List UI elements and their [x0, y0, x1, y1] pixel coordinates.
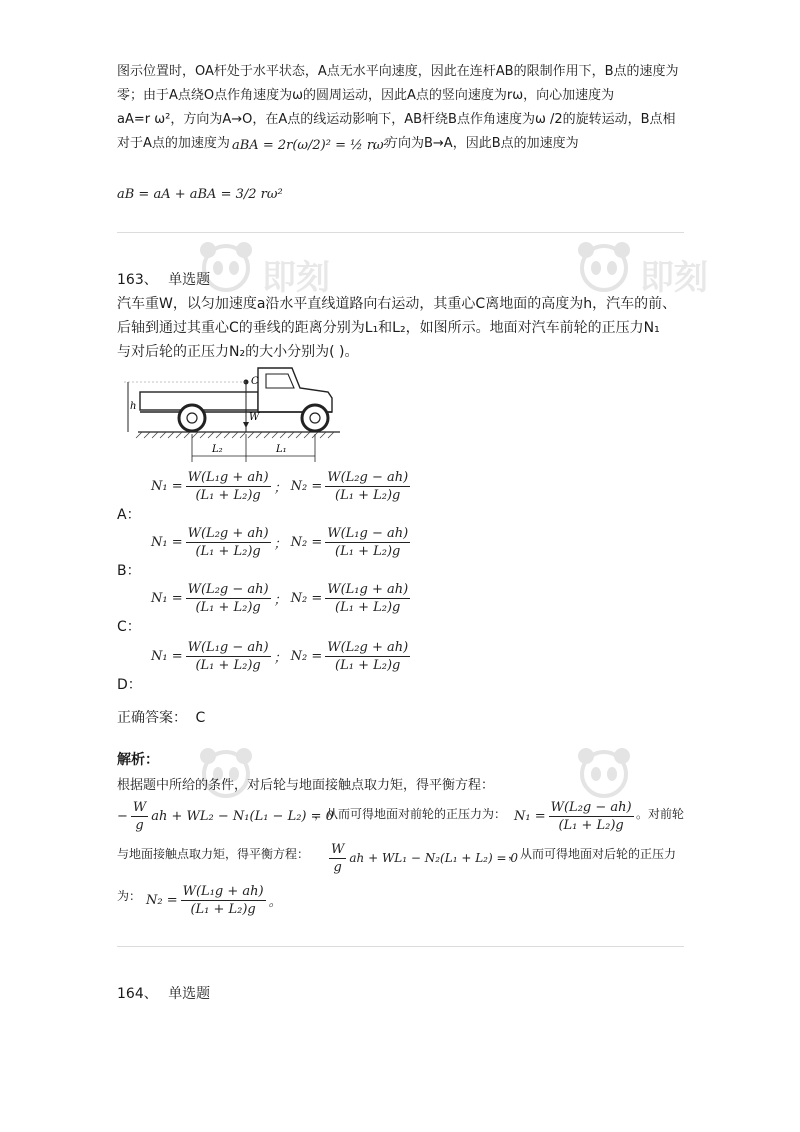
label-h: h	[130, 401, 137, 412]
option-label: D：	[117, 677, 142, 693]
analysis-equation-2: $\frac{W}{g}$ ah + WL₁ − N₂(L₁ + L₂) = 0	[331, 841, 518, 875]
prev-solution-line-4: 对于A点的加速度为	[117, 136, 230, 151]
question-type: 单选题	[168, 986, 211, 1002]
formula-aB: aB = aA + aBA = 3/2 rω²	[117, 187, 283, 202]
analysis-equation-1: − $\frac{W}{g}$ ah + WL₂ − N₁(L₁ − L₂) = 0	[117, 799, 334, 833]
answer-label: 正确答案：	[117, 710, 187, 726]
answer-value: C	[195, 710, 206, 726]
analysis-label: 解析：	[117, 752, 159, 768]
divider-2	[117, 946, 684, 947]
analysis-line-3b: ，从而可得地面对后轮的正压力	[508, 847, 677, 861]
watermark-panda-icon	[574, 744, 634, 804]
option-label: C：	[117, 619, 141, 635]
analysis-line-4: 为：	[117, 889, 142, 903]
question-stem-line-3: 与对后轮的正压力N₂的大小分别为( )。	[117, 344, 359, 360]
prev-solution-line-4b: ，方向为B→A，因此B点的加速度为	[372, 136, 579, 151]
analysis-eq1-mid: ，从而可得地面对前轮的正压力为：	[314, 807, 507, 821]
label-l2: L₂	[212, 444, 223, 455]
analysis-line-3a: 与地面接触点取力矩，得平衡方程：	[117, 847, 310, 861]
prev-solution-line-2: 零；由于A点绕O点作角速度为ω的圆周运动，因此A点的竖向速度为rω，向心加速度为	[117, 88, 615, 103]
question-number: 164	[117, 986, 144, 1002]
label-c: C	[251, 376, 259, 387]
analysis-result-n2: N₂ = $\frac{\text{W(L₁g + ah)}}{\text{(L₁ + L₂)g}}$ 。	[146, 883, 282, 917]
truck-diagram	[120, 362, 350, 472]
prev-solution-line-1: 图示位置时，OA杆处于水平状态，A点无水平向速度，因此在连杆AB的限制作用下，B点的速度为	[117, 64, 679, 79]
question-number: 163	[117, 272, 144, 288]
analysis-result-n1: N₁ = $\frac{\text{W(L₂g − ah)}}{\text{(L₁ + L₂)g}}$	[514, 799, 632, 833]
formula-aBA: aBA = 2r(ω/2)² = ½ rω²	[232, 138, 389, 153]
watermark-panda-icon	[574, 238, 634, 298]
question-header-164	[117, 984, 210, 1004]
question-sep: 、	[143, 986, 158, 1002]
question-sep: 、	[143, 272, 158, 288]
label-w: W	[249, 412, 260, 423]
correct-answer	[117, 708, 205, 728]
question-stem-line-2: 后轴到通过其重心C的垂线的距离分别为L₁和L₂，如图所示。地面对汽车前轮的正压力N₁	[117, 320, 660, 336]
divider-1	[117, 232, 684, 233]
prev-solution-line-3: aA=r ω²，方向为A→O，在A点的线运动影响下，AB杆绕B点作角速度为ω /2的旋转运动，B点相	[117, 112, 676, 127]
question-header	[117, 270, 210, 290]
analysis-line-1: 根据题中所给的条件，对后轮与地面接触点取力矩，得平衡方程：	[117, 778, 495, 793]
document-page: 图示位置时，OA杆处于水平状态，A点无水平向速度，因此在连杆AB的限制作用下，B点的速度为 零；由于A点绕O点作角速度为ω的圆周运动，因此A点的竖向速度为rω，向心加速度为 aA=r ω²，方向为A→O，在A点的线运动影响下，AB杆绕B点作角速度为ω /2的旋转运动，B点相 对于A点的加速度为 aBA = 2r(ω/2)² = ½ rω² ，方向为B→A，因此B点的加速度为 aB = aA + aBA = 3/2 rω² 即刻 即刻 163、 单选题 汽车重W，以匀加速度a沿水平直线道路向右运动，其重心C离地面的高度为h，汽车的前、 后轴到通过其重心C的垂线的距离分别为L₁和L₂，如图所示。地面对汽车前轮的正压力N₁ 与对后轮的正压力N₂的大小分别为( )。 C W h L₂ L₁ N₁ = $\frac{\text{W(L₁g + ah)}}{\text{(L₁ + L₂)g}}$ ； N₂ = $\frac{\text{W(L₂g − ah)}}{\text{(L₁ + L₂)g}}$ A： N₁ = $\frac{\text{W(L₂g + ah)}}{\text{(L₁ + L₂)g}}$ ； N₂ = $\frac{\text{W(L₁g − ah)}}{\text{(L₁ + L₂)g}}$ B： N₁ = $\frac{\text{W(L₂g − ah)}}{\text{(L₁ + L₂)g}}$ ； N₂ = $\frac{\text{W(L₁g + ah)}}{\text{(L₁ + L₂)g}}$ C： N₁ = $\frac{\text{W(L₁g − ah)}}{\text{(L₁ + L₂)g}}$ ； N₂ = $\frac{\text{W(L₂g + ah)}}{\text{(L₁ + L₂)g}}$ D： 正确答案： C 解析： 根据题中所给的条件，对后轮与地面接触点取力矩，得平衡方程： − $\frac{W}{g}$ ah + WL₂ − N₁(L₁ − L₂) = 0 ，从而可得地面对前轮的正压力为： N₁ = $\frac{\text{W(L₂g − ah)}}{\text{(L₁ + L₂)g}}$ 。对前轮 与地面接触点取力矩，得平衡方程： $\frac{W}{g}$ ah + WL₁ − N₂(L₁ + L₂) = 0 ，从而可得地面对后轮的正压力 为： N₂ = $\frac{\text{W(L₁g + ah)}}{\text{(L₁ + L₂)g}}$ 。 164、 单选题	[117, 64, 708, 1002]
watermark-text: 即刻	[262, 258, 330, 298]
label-l1: L₁	[276, 444, 287, 455]
truck-figure	[120, 362, 350, 476]
analysis-eq1-tail: 。对前轮	[636, 807, 685, 821]
option-label: A：	[117, 507, 141, 523]
question-type: 单选题	[168, 272, 211, 288]
question-stem-line-1: 汽车重W，以匀加速度a沿水平直线道路向右运动，其重心C离地面的高度为h，汽车的前、	[117, 296, 677, 312]
watermark-text: 即刻	[640, 258, 708, 298]
option-label: B：	[117, 563, 141, 579]
